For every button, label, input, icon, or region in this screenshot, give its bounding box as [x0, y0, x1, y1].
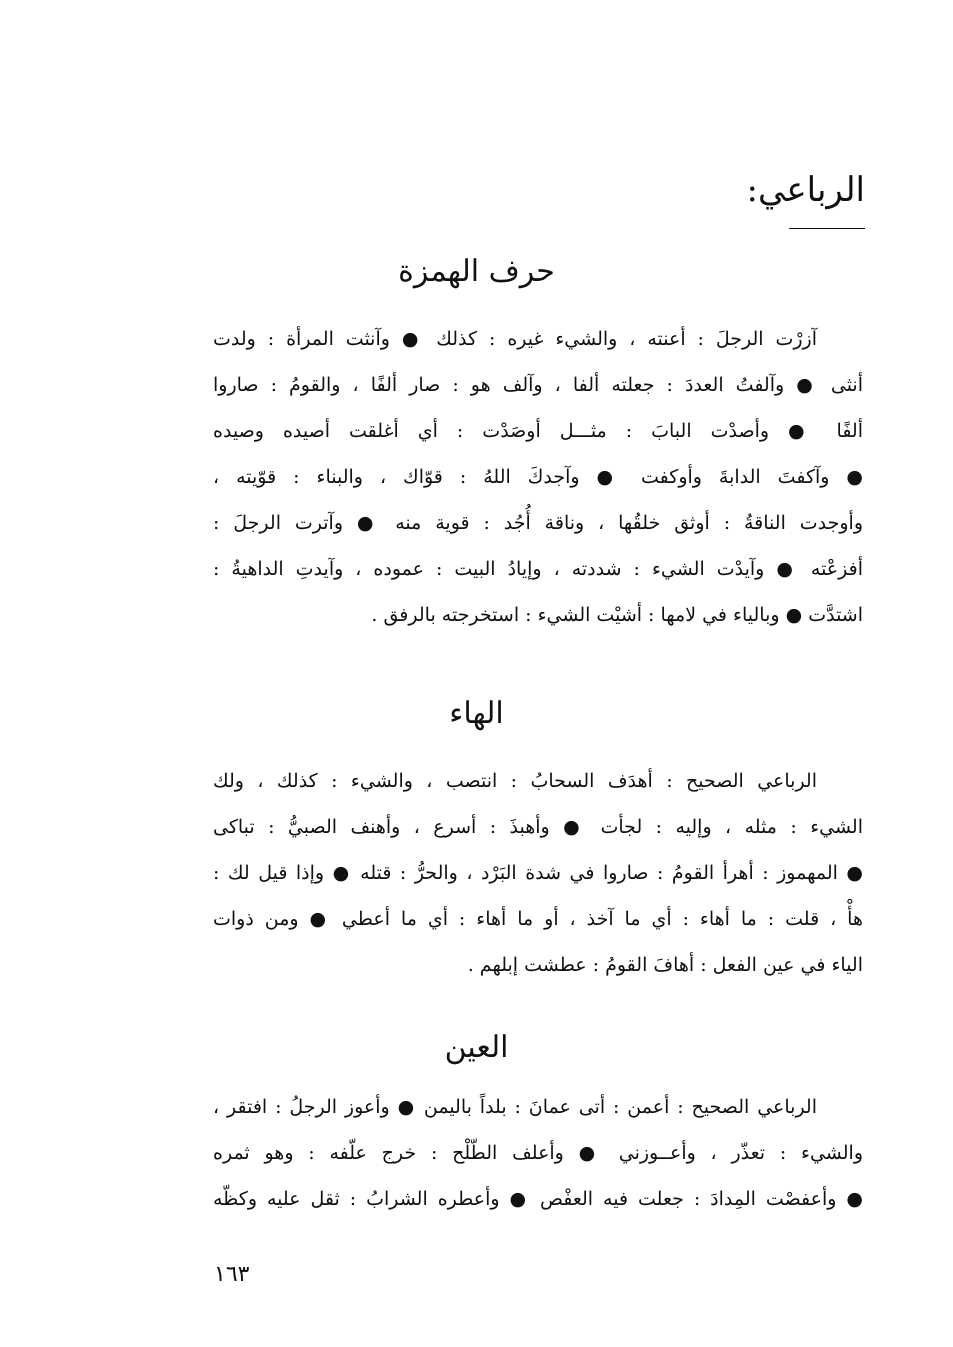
- section-heading-hamza: حرف الهمزة: [398, 254, 555, 289]
- text-line: والشيء : تعذّر ، وأعــوزني ● وأعلف الطّلْح : خرج علّفه : وهو ثمره: [213, 1142, 863, 1164]
- text-line: اشتدَّت ● وبالياء في لامها : أشيْت الشيء : استخرجته بالرفق .: [371, 604, 863, 626]
- text-line: أنثى ● وآلفتُ العددَ : جعلته ألفا ، وآلف هو : صار ألفًا ، والقومُ : صاروا: [213, 374, 863, 396]
- section-heading-haa: الهاء: [449, 696, 504, 731]
- paragraph-hamza: [213, 316, 863, 638]
- text-line: ● المهموز : أهرأ القومُ : صاروا في شدة البَرْد ، والحرُّ : قتله ● وإذا قيل لك :: [213, 862, 863, 884]
- text-line: آزرْت الرجلَ : أعنته ، والشيء غيره : كذلك ● وآنثت المرأة : ولدت: [213, 328, 817, 350]
- text-line: الشيء : مثله ، وإليه : لجأت ● وأهبذَ : أسرع ، وأهنف الصبيُّ : تباكى: [213, 816, 863, 838]
- text-line: وأوجدت الناقةُ : أوثق خلقُها ، وناقة أُجُد : قوية منه ● وآترت الرجلَ :: [213, 512, 863, 534]
- text-line: هأْ ، قلت : ما أهاء : أي ما آخذ ، أو ما أهاء : أي ما أعطي ● ومن ذوات: [213, 908, 863, 930]
- paragraph-haa: [213, 758, 863, 988]
- paragraph-ain: [213, 1084, 863, 1222]
- text-line: أفزعْته ● وآيدْت الشيء : شددته ، وإيادُ البيت : عموده ، وآيدتِ الداهيةُ :: [213, 558, 863, 580]
- chapter-title: الرباعي:: [789, 160, 865, 229]
- text-line: ● وأعفصْت المِدادَ : جعلت فيه العفْص ● وأعطره الشرابُ : ثقل عليه وكظّه: [213, 1188, 863, 1210]
- text-line: ألفًا ● وأصدْت البابَ : مثـــل أوصَدْت : أي أغلقت أصيده وصيده: [213, 420, 863, 442]
- text-line: ● وآكفتَ الدابةَ وأوكفت ● وآجدكَ اللهُ : قوّاك ، والبناء : قوّيته ،: [213, 466, 863, 488]
- text-line: الرباعي الصحيح : أهدَف السحابُ : انتصب ، والشيء : كذلك ، ولك: [213, 770, 817, 792]
- text-line: الرباعي الصحيح : أعمن : أتى عمانَ : بلداً باليمن ● وأعوز الرجلُ : افتقر ،: [213, 1096, 817, 1118]
- section-heading-ain: العين: [444, 1030, 509, 1065]
- page-number: ١٦٣: [214, 1262, 250, 1287]
- text-line: الياء في عين الفعل : أهافَ القومُ : عطشت إبلهم .: [467, 954, 863, 976]
